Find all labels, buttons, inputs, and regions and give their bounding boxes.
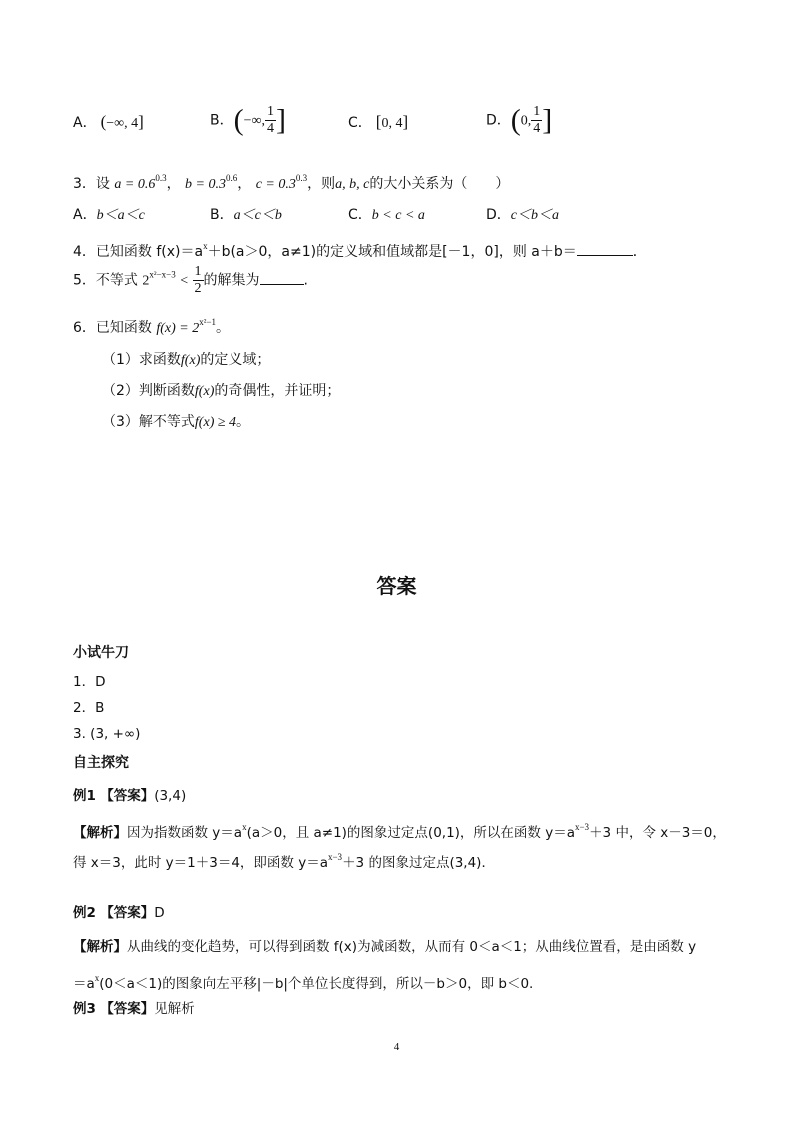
q3-option-b: B．a＜c＜b [210, 207, 282, 223]
example-1-analysis-line-1: 【解析】因为指数函数 $y=a^x(a>0$，且 a≠1)的图象过定点(0,1)，所以在函数 $y=a^{x-3}+3$ 中，令 x－3＝0， [73, 822, 726, 841]
section-heading-explore: 自主探究 [73, 755, 129, 771]
example-2-answer: 例2 【答案】D [73, 905, 165, 921]
question-4: 4．已知函数 $f(x)=a^x+b(a>0$，a≠1)的定义域和值域都是[－1，0]，则 a＋b＝ ． [73, 241, 647, 260]
fraction: $\frac{1}{4}$ [267, 104, 274, 136]
q3-option-d: D．c＜b＜a [486, 207, 559, 223]
question-6-stem: 6．已知函数 $f(x) = 2^{x^2-1}$。 [73, 317, 231, 336]
example-3-answer: 例3 【答案】见解析 [73, 1001, 195, 1017]
example-2-analysis-line-1: 【解析】从曲线的变化趋势，可以得到函数 f(x)为减函数，从而有 0＜a＜1；从曲线位置看，是由函数 y [73, 939, 697, 955]
q3-option-c: C．b < c < a [348, 207, 425, 223]
question-3-stem: 3．设 $a = 0.6^{0.3}$， $b = 0.3^{0.6}$， $c = 0.3^{0.3}$，则a, b, c的大小关系为（ ） [73, 173, 510, 192]
example-1-analysis-line-2: 得 x＝3，此时 y＝1＋3＝4，即函数 $y=a^{x-3}+3$ 的图象过定点(3,4)． [73, 852, 495, 871]
example-1-answer: 例1 【答案】(3,4) [73, 788, 187, 804]
answer-3: 3. (3, +∞) [73, 726, 141, 742]
q2-option-d: D．(0, $\frac{1}{4}$ ] [486, 103, 553, 137]
question-6-part-1: （1）求函数f(x)的定义域； [102, 352, 271, 368]
question-6-part-3: （3）解不等式f(x) ≥ 4。 [102, 414, 251, 430]
answers-title: 答案 [376, 574, 417, 598]
section-heading-practice: 小试牛刀 [73, 645, 129, 661]
answer-blank [577, 255, 633, 256]
question-6-part-2: （2）判断函数f(x)的奇偶性，并证明； [102, 383, 341, 399]
fraction: $\frac{1}{2}$ [194, 264, 202, 296]
q3-option-a: A．b＜a＜c [73, 207, 145, 223]
question-5: 5．不等式 $2^{x^2-x-3}$ < $\frac{1}{2}$ 的解集为 . [73, 264, 308, 296]
fraction: $\frac{1}{4}$ [533, 104, 541, 136]
page-number: 4 [393, 1041, 400, 1053]
answer-2: 2．B [73, 700, 105, 716]
q2-option-b: B．(−∞, $\frac{1}{4}$ ] [210, 103, 286, 137]
example-2-analysis-line-2: $=a^x(0<a<1)$的图象向左平移|－b|个单位长度得到，所以－b＞0，即 b＜0. [73, 973, 534, 992]
q2-option-a: A． (−∞, 4] [73, 112, 144, 131]
answer-1: 1．D [73, 674, 106, 690]
answer-blank [260, 284, 304, 285]
q2-option-c: C． [0, 4] [348, 112, 409, 131]
